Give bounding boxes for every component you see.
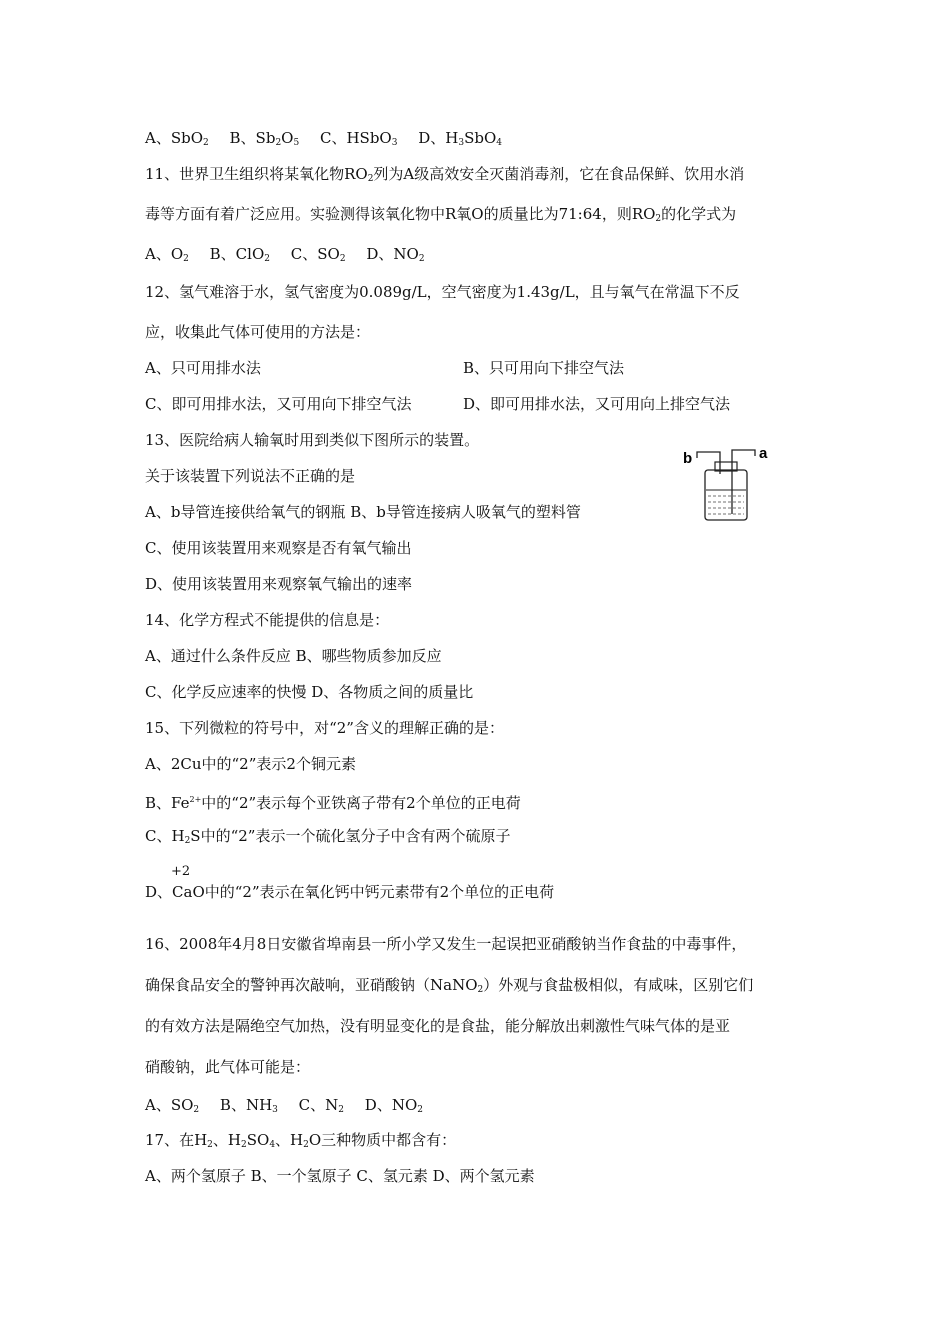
q10-option-d: D、$H_3SbO_4$	[418, 129, 503, 148]
q13-option-d: D、使用该装置用来观察氧气输出的速率	[145, 575, 413, 593]
q12-option-a: A、只可用排水法	[145, 359, 261, 377]
q16-options	[145, 1095, 423, 1120]
q17-line-1: 17、在$H_2$、$H_2SO_4$、$H_2O$三种物质中都含有：	[145, 1131, 457, 1150]
gas-washing-bottle-diagram	[675, 440, 775, 525]
q16-line-3: 的有效方法是隔绝空气加热，没有明显变化的是食盐，能分解放出刺激性气味气体的是亚	[145, 1017, 731, 1035]
q11-option-b: B、ClO$_2$	[209, 245, 270, 264]
q16-line-4: 硝酸钠，此气体可能是：	[145, 1058, 311, 1076]
q13-line-2: 关于该装置下列说法不正确的是	[145, 467, 356, 485]
q10-options	[145, 128, 502, 153]
q12-line-2: 应，收集此气体可使用的方法是：	[145, 323, 371, 341]
q14-line-1: 14、化学方程式不能提供的信息是：	[145, 611, 390, 629]
q12-option-c: C、即可用排水法，又可用向下排空气法	[145, 395, 412, 413]
tube-a	[732, 450, 755, 514]
q13-options-ab: A、b导管连接供给氧气的钢瓶 B、b导管连接病人吸氧气的塑料管	[145, 503, 581, 521]
q15-option-d: D、CaO中的“2”表示在氧化钙中钙元素带有2个单位的正电荷	[145, 883, 555, 901]
q10-option-b: B、$Sb_2O_5$	[229, 129, 300, 148]
q16-option-b: B、$NH_3$	[219, 1096, 278, 1115]
q16-line-2: 确保食品安全的警钟再次敲响，亚硝酸钠（NaNO$_2$）外观与食盐极相似，有咸味，区别它们	[145, 976, 754, 995]
q15-option-c: C、$H_2S$中的“2”表示一个硫化氢分子中含有两个硫原子	[145, 827, 511, 846]
q11-options	[145, 244, 425, 269]
q13-line-1: 13、医院给病人输氧时用到类似下图所示的装置。	[145, 431, 480, 449]
q11-option-c: C、$SO_2$	[290, 245, 346, 264]
q16-line-1: 16、2008年4月8日安徽省埠南县一所小学又发生一起误把亚硝酸钠当作食盐的中毒事件，	[145, 935, 747, 953]
q15-option-b: B、$Fe^{2+}$中的“2”表示每个亚铁离子带有2个单位的正电荷	[145, 794, 521, 812]
q11-line-1: 11、世界卫生组织将某氧化物$RO_2$列为A级高效安全灭菌消毒剂，它在食品保鲜、饮用水消	[145, 165, 745, 184]
q16-option-a: A、$SO_2$	[145, 1096, 200, 1115]
q14-options-ab: A、通过什么条件反应 B、哪些物质参加反应	[145, 647, 442, 665]
q11-option-a: A、$O_2$	[145, 245, 189, 264]
q10-option-a: A、SbO$_2$	[145, 129, 209, 148]
q11-line-2: 毒等方面有着广泛应用。实验测得该氧化物中R氧O的质量比为71:64，则$RO_2$的化学式为	[145, 205, 737, 224]
q12-option-b: B、只可用向下排空气法	[463, 359, 625, 377]
q15-line-1: 15、下列微粒的符号中，对“2”含义的理解正确的是：	[145, 719, 504, 737]
bottle-body	[705, 470, 747, 520]
q16-option-d: D、$NO_2$	[364, 1096, 423, 1115]
q13-option-c: C、使用该装置用来观察是否有氧气输出	[145, 539, 412, 557]
q12-options-cd	[145, 394, 845, 414]
q12-options-ab	[145, 358, 845, 378]
label-a: a	[759, 445, 768, 462]
q10-option-c: C、HSbO$_3$	[320, 129, 398, 148]
q17-options: A、两个氢原子 B、一个氢原子 C、氢元素 D、两个氢元素	[145, 1167, 535, 1185]
q16-option-c: C、$N_2$	[298, 1096, 345, 1115]
q15-valence-mark: +2	[171, 864, 191, 879]
q14-options-cd: C、化学反应速率的快慢 D、各物质之间的质量比	[145, 683, 474, 701]
q11-option-d: D、$NO_2$	[366, 245, 425, 264]
q15-option-a: A、2Cu中的“2”表示2个铜元素	[145, 755, 356, 773]
q12-option-d: D、即可用排水法，又可用向上排空气法	[463, 395, 731, 413]
q12-line-1: 12、氢气难溶于水，氢气密度为0.089g/L，空气密度为1.43g/L，且与氧气在常温下不反	[145, 283, 740, 301]
label-b: b	[683, 450, 693, 467]
